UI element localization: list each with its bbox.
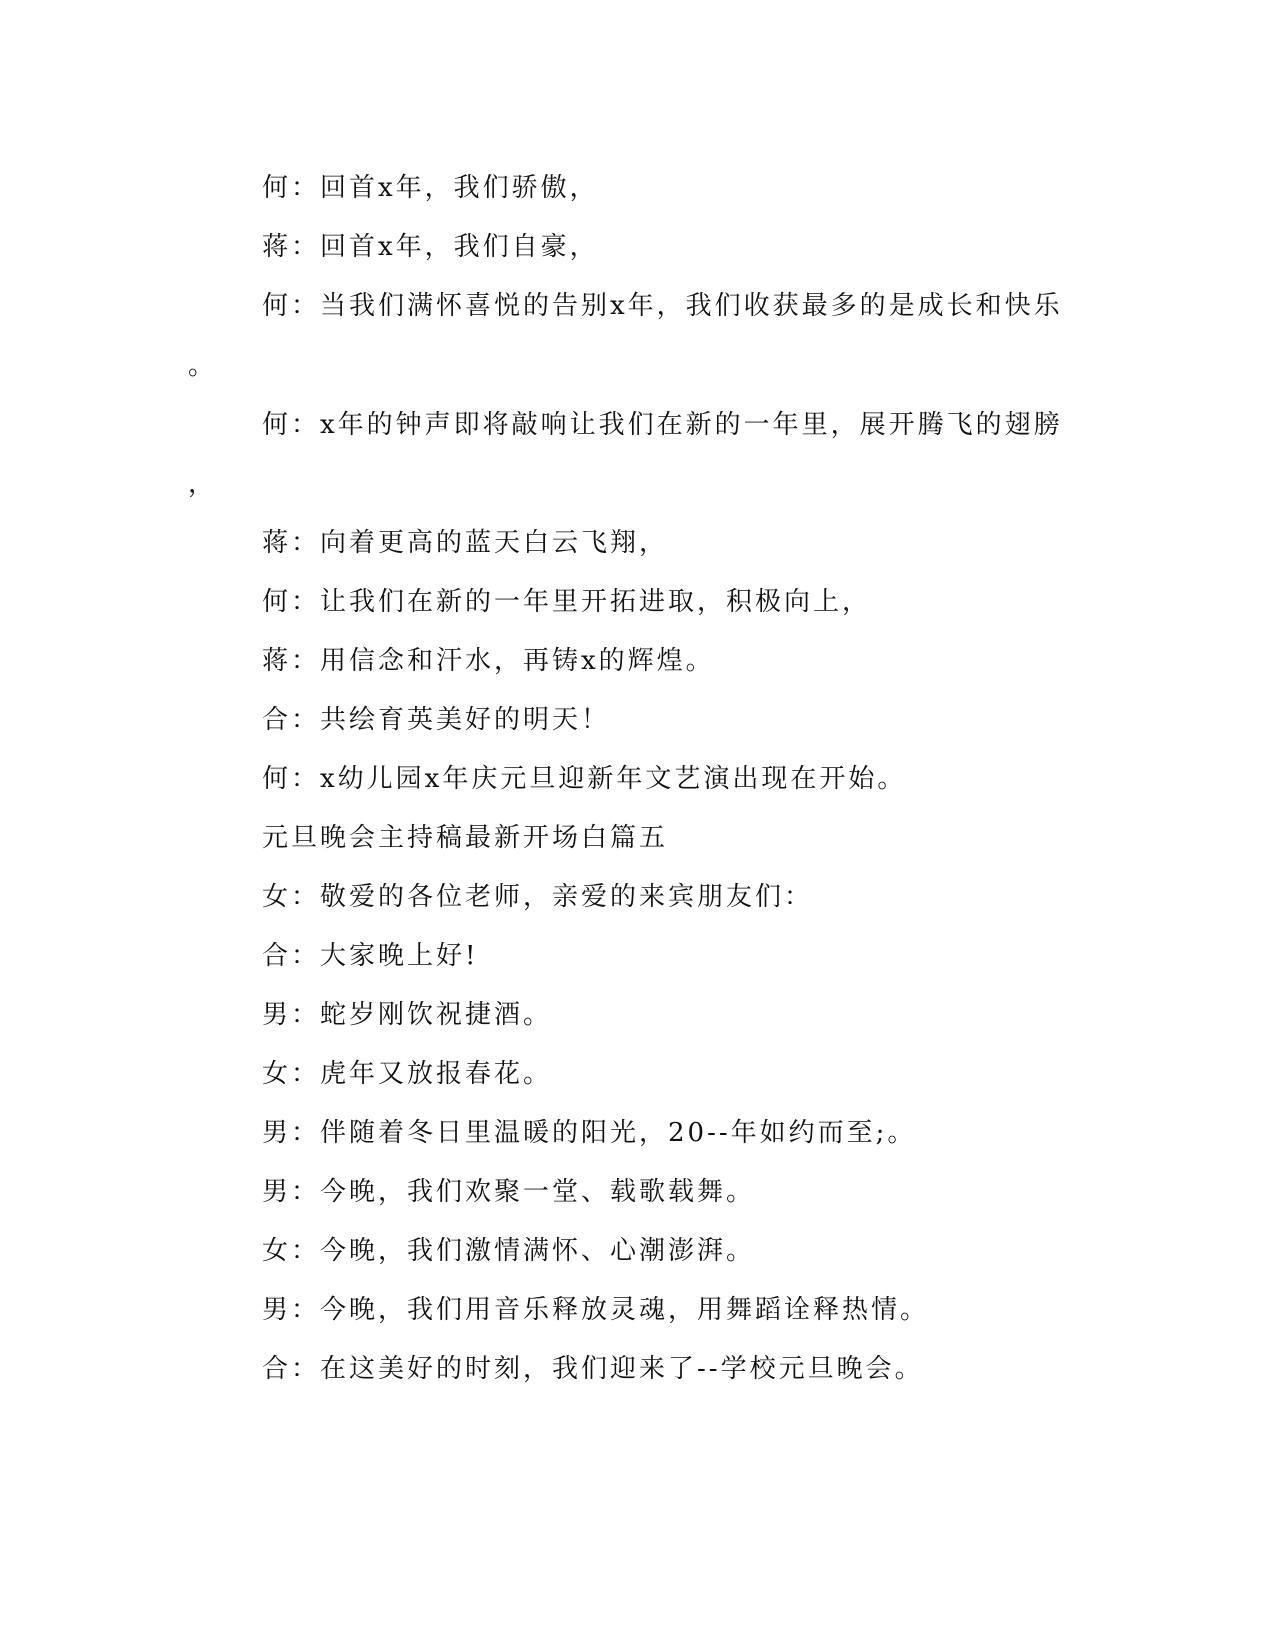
text-line: 女：敬爱的各位老师，亲爱的来宾朋友们： [262,882,814,912]
text-line: 合：在这美好的时刻，我们迎来了--学校元旦晚会。 [262,1354,924,1384]
text-line: 何：让我们在新的一年里开拓进取，积极向上， [262,587,872,617]
text-line-wrap: ， [188,469,215,499]
section-heading: 元旦晚会主持稿最新开场白篇五 [262,823,669,853]
text-line: 男：伴随着冬日里温暖的阳光，20--年如约而至;。 [262,1118,917,1148]
text-line: 男：今晚，我们用音乐释放灵魂，用舞蹈诠释热情。 [262,1295,930,1325]
text-line: 蒋：用信念和汗水，再铸x的辉煌。 [262,646,715,676]
text-line: 女：今晚，我们激情满怀、心潮澎湃。 [262,1236,756,1266]
text-line: 蒋：回首x年，我们自豪， [262,232,599,262]
text-line: 何：x年的钟声即将敲响让我们在新的一年里，展开腾飞的翅膀 [262,410,1063,440]
text-line: 合：大家晚上好! [262,941,479,971]
text-line-wrap: 。 [188,351,215,381]
text-line: 女：虎年又放报春花。 [262,1059,553,1089]
text-line: 合：共绘育英美好的明天！ [262,705,611,735]
text-line: 男：蛇岁刚饮祝捷酒。 [262,1000,553,1030]
text-line: 男：今晚，我们欢聚一堂、载歌载舞。 [262,1177,756,1207]
text-line: 何：x幼儿园x年庆元旦迎新年文艺演出现在开始。 [262,764,907,794]
text-line: 何：回首x年，我们骄傲， [262,173,599,203]
text-line: 蒋：向着更高的蓝天白云飞翔， [262,528,669,558]
text-line: 何：当我们满怀喜悦的告别x年，我们收获最多的是成长和快乐 [262,291,1063,321]
